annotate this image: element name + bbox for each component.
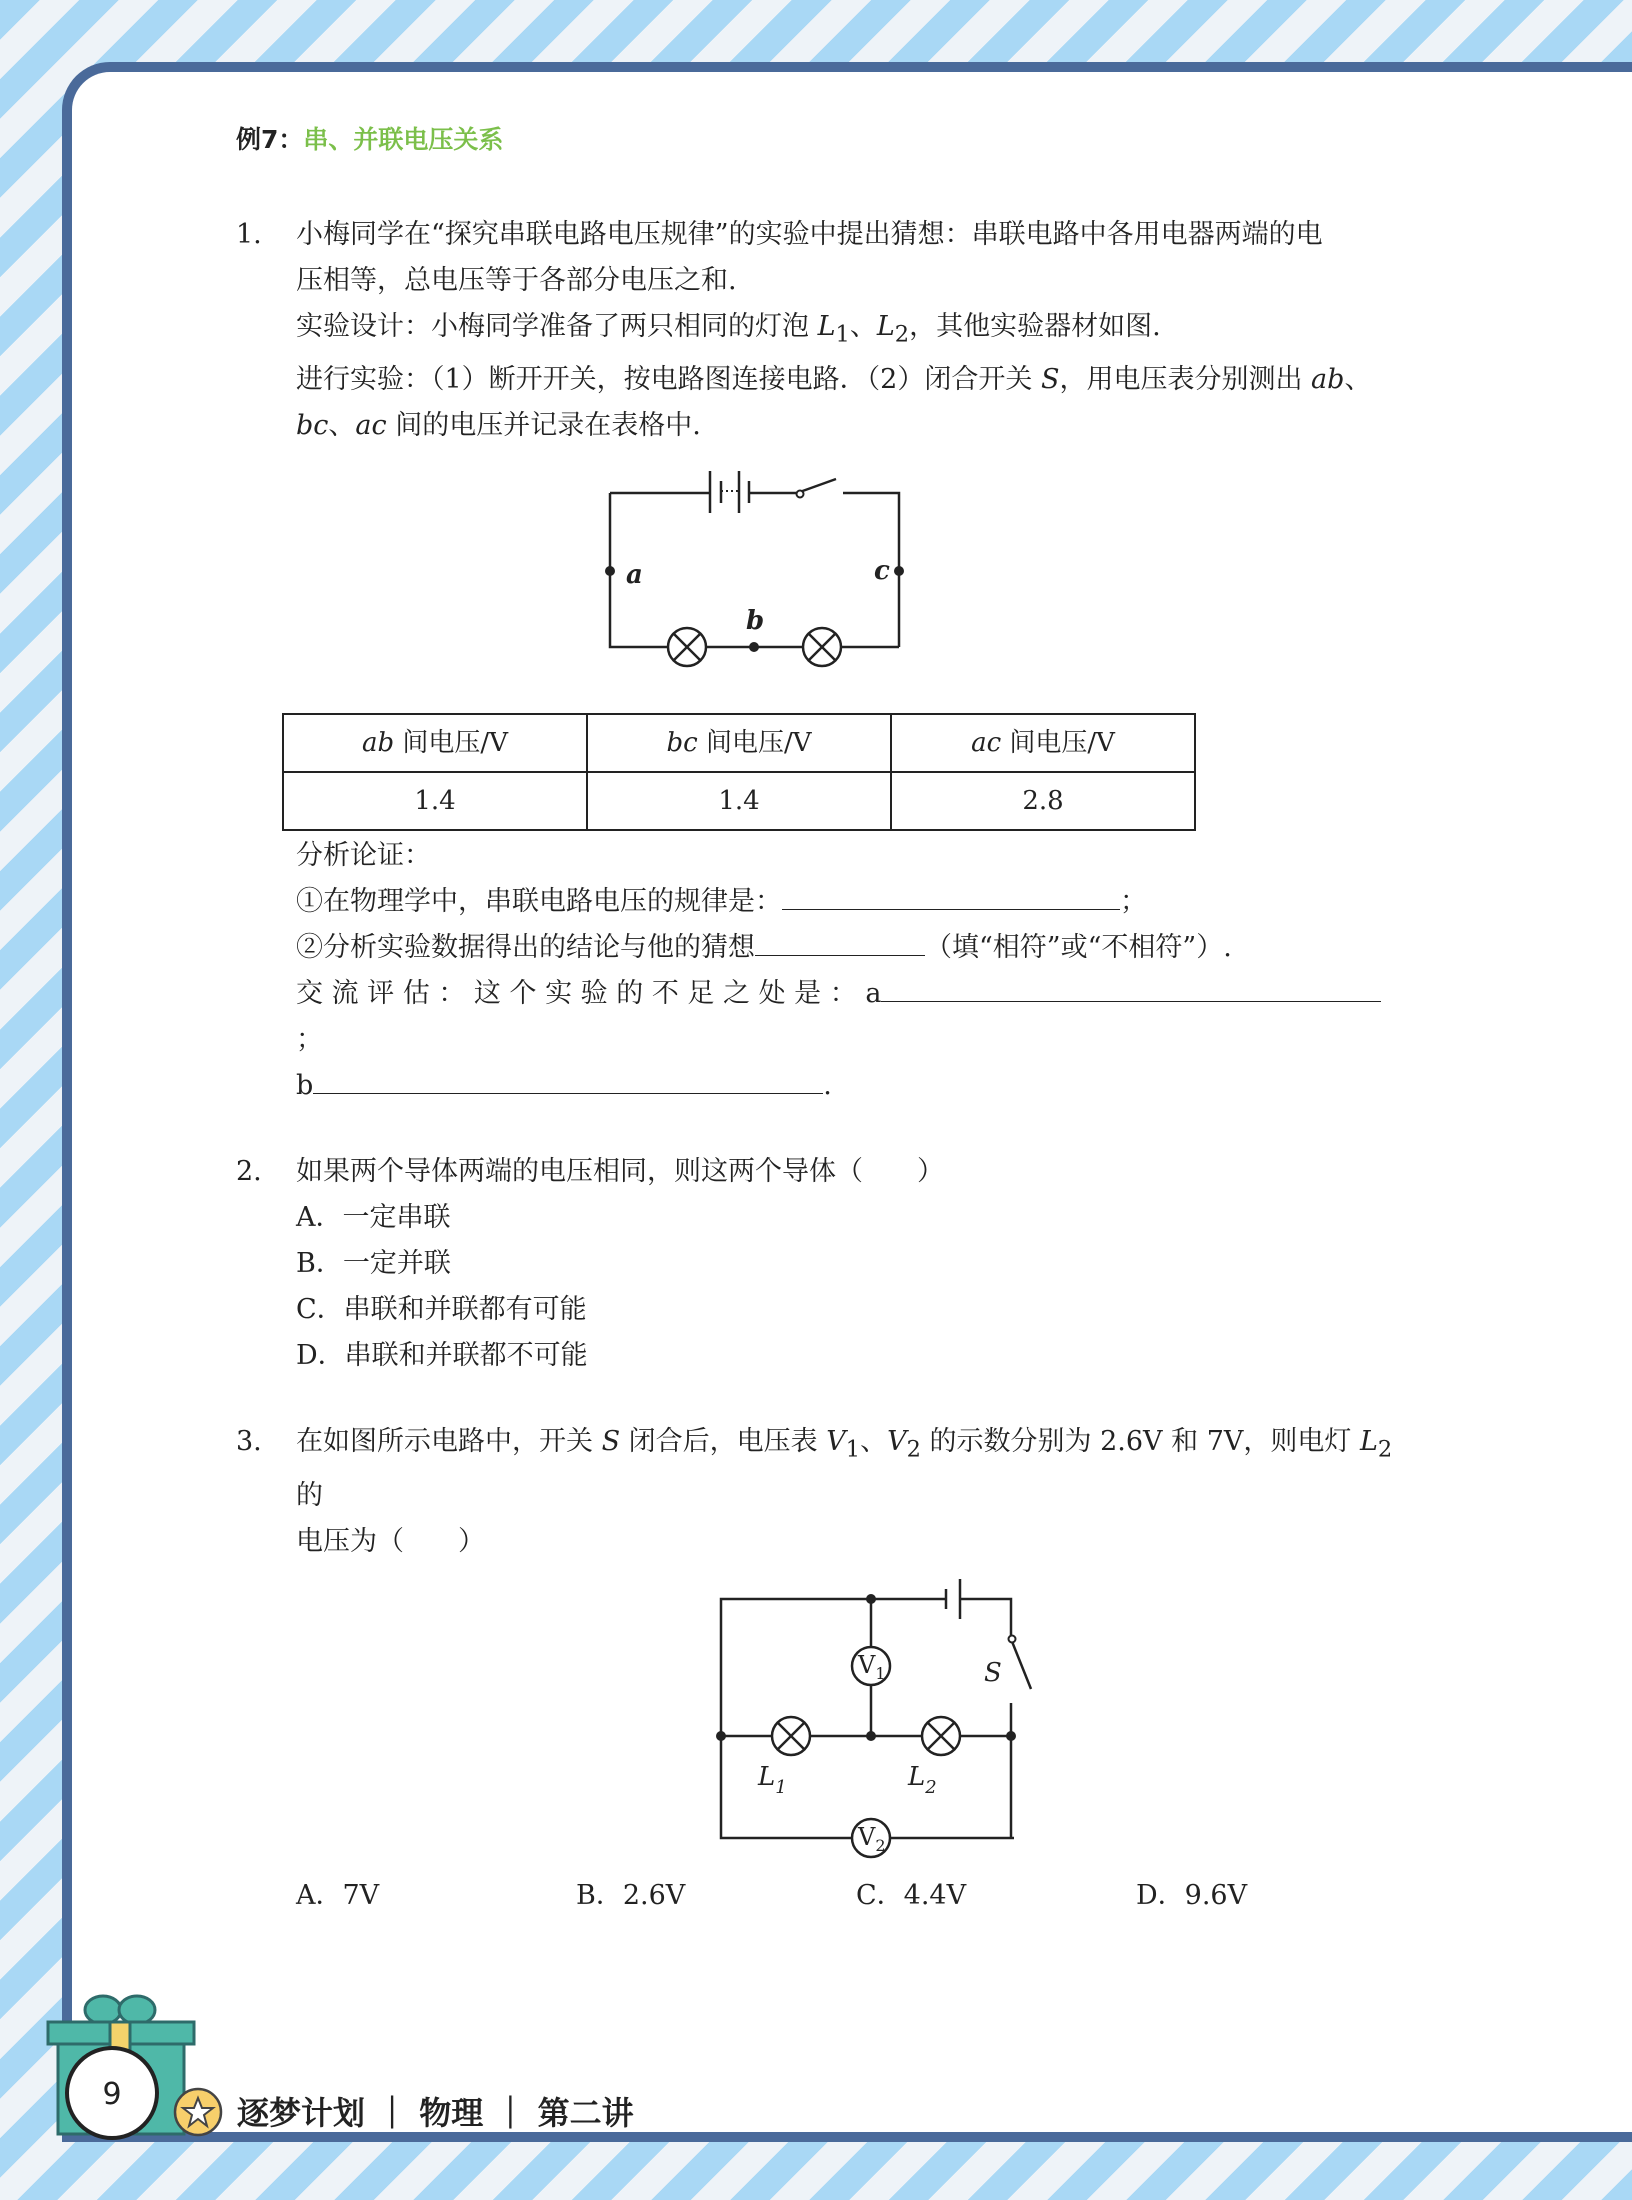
bow-left-icon [85,1996,121,2024]
switch-s-label: S [984,1657,1002,1688]
voltmeter-circuit-diagram [296,1573,1396,1863]
analysis-item-2: ②分析实验数据得出的结论与他的猜想 （填“相符”或“不相符”）. [296,925,1406,971]
star-icon [172,2086,224,2138]
table-header: bc 间电压/V [587,714,891,772]
node-c-label: c [874,556,890,587]
question-3 [236,1419,1406,1918]
example-topic: 串、并联电压关系 [303,125,504,154]
answer-blank[interactable] [881,971,1381,1002]
series-circuit-diagram [296,457,1396,677]
table-cell: 1.4 [283,772,587,830]
voltmeter-v2-label: $V_2$ [858,1822,886,1855]
node-c [894,566,904,576]
option-d[interactable]: D．串联和并联都不可能 [296,1340,588,1372]
node-a-label: a [626,560,643,591]
evaluation-line-b: b . [296,1063,1406,1109]
answer-blank[interactable] [755,925,925,956]
q1-paragraph-3: 进行实验：（1）断开开关，按电路图连接电路．（2）闭合开关 S，用电压表分别测出 ab、 [296,364,1372,396]
q3-stem-line-1: 在如图所示电路中，开关 S 闭合后，电压表 $V_1$、$V_2$ 的示数分别为 2.6V 和 7V，则电灯 $L_2$ 的 [296,1426,1393,1511]
junction-top [866,1594,876,1604]
node-b-label: b [746,606,765,637]
q2-options [296,1195,1406,1379]
footer-course-title: 逐梦计划 ｜ 物理 ｜ 第二讲 [237,2094,634,2132]
table-cell: 2.8 [891,772,1195,830]
q1-paragraph-4: bc、ac 间的电压并记录在表格中. [296,410,701,442]
answer-blank[interactable] [313,1063,823,1094]
q3-stem-line-2: 电压为（ ） [296,1525,485,1557]
question-number: 3. [236,1426,262,1458]
option-b[interactable]: B．2.6V [576,1879,686,1911]
option-a[interactable]: A．一定串联 [296,1202,451,1234]
bow-right-icon [119,1996,155,2024]
analysis-item-1: ①在物理学中，串联电路电压的规律是： ； [296,879,1406,925]
table-header: ac 间电压/V [891,714,1195,772]
junction-left [716,1731,726,1741]
voltage-table [282,713,1196,831]
analysis-heading: 分析论证： [296,840,431,872]
page-content [236,120,1406,1919]
junction-right [1006,1731,1016,1741]
option-c[interactable]: C．串联和并联都有可能 [296,1294,587,1326]
lamp-l2-label: $L_2$ [908,1761,937,1798]
junction-middle [866,1731,876,1741]
node-b [749,642,759,652]
option-c[interactable]: C．4.4V [856,1879,967,1911]
example-label: 例7： [236,125,304,154]
option-a[interactable]: A．7V [296,1879,380,1911]
option-d[interactable]: D．9.6V [1136,1879,1248,1911]
q1-paragraph-2: 实验设计：小梅同学准备了两只相同的灯泡 $L_1$、$L_2$，其他实验器材如图. [296,311,1161,348]
table-row [283,772,1195,830]
table-header: ab 间电压/V [283,714,587,772]
node-a [605,566,615,576]
page-number: 9 [102,2077,122,2112]
switch-pivot [797,491,804,498]
question-2 [236,1149,1406,1379]
table-cell: 1.4 [587,772,891,830]
question-number: 1. [236,219,262,250]
q3-options [296,1873,1416,1919]
question-number: 2. [236,1156,262,1188]
example-title [236,120,1406,156]
lamp-l1-label: $L_1$ [758,1761,787,1798]
evaluation-line: 交 流 评 估 ： 这 个 实 验 的 不 足 之 处 是 ： a； [296,971,1406,1063]
q1-paragraph-1a: 小梅同学在“探究串联电路电压规律”的实验中提出猜想：串联电路中各用电器两端的电 [296,219,1323,250]
option-b[interactable]: B．一定并联 [296,1248,451,1280]
voltmeter-v1-label: $V_1$ [858,1650,886,1683]
q2-stem: 如果两个导体两端的电压相同，则这两个导体（ ） [296,1156,944,1188]
question-1 [236,212,1406,1109]
answer-blank[interactable] [782,879,1120,910]
switch-pivot [1009,1635,1016,1642]
table-header-row [283,714,1195,772]
q1-paragraph-1b: 压相等，总电压等于各部分电压之和. [296,265,737,296]
